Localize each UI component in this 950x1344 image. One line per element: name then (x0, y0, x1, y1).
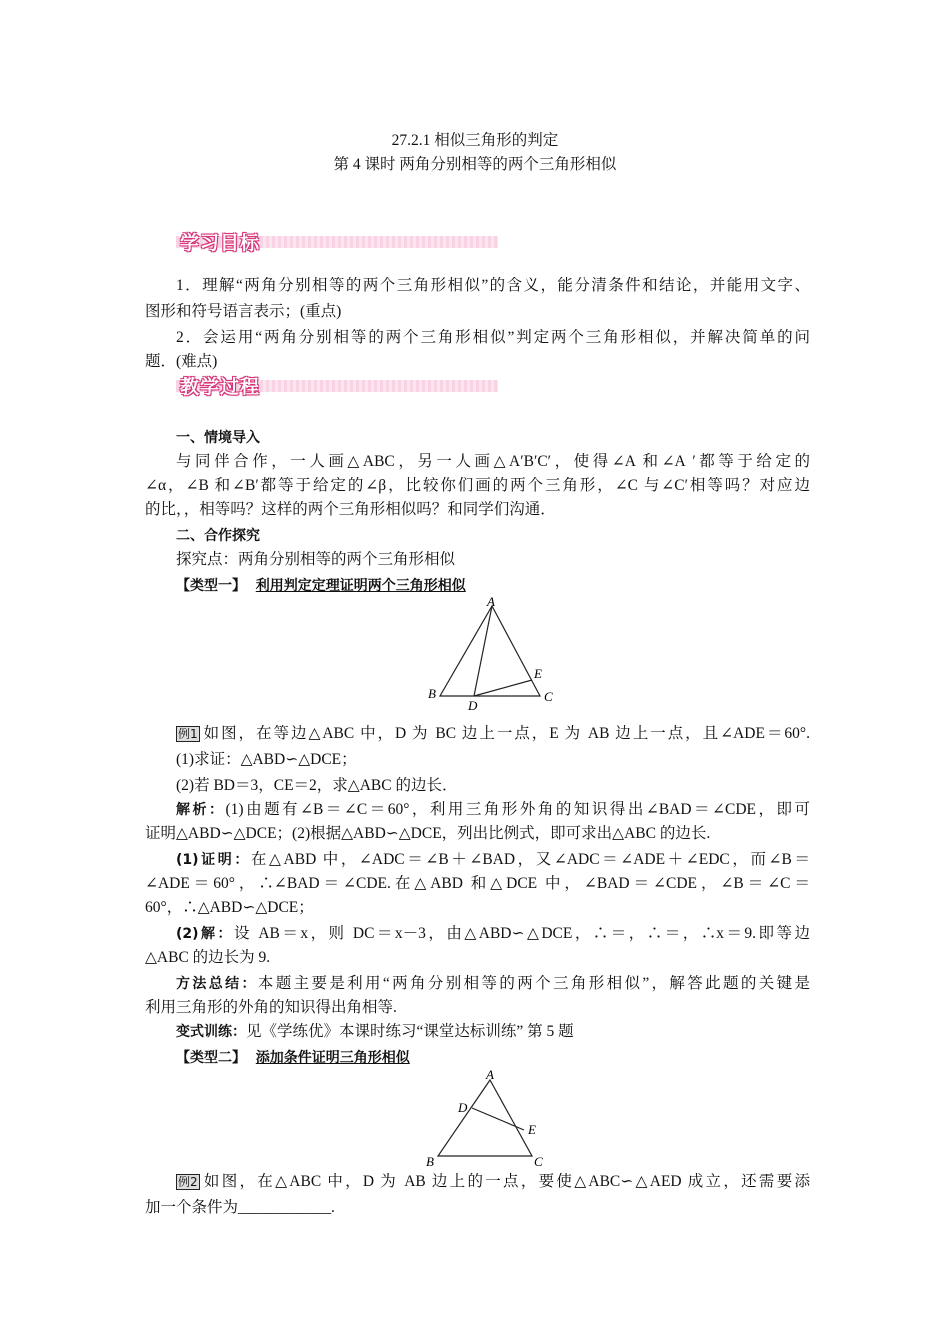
type-1-tag: 【类型一】 (176, 578, 246, 594)
variant-training: 变式训练：见《学练优》本课时练习“课堂达标训练” 第 5 题 (176, 1023, 574, 1040)
example-1-stem: 例1 如图，在等边△ABC 中，D 为 BC 边上一点，E 为 AB 边上一点，且∠ADE＝60°. (178, 725, 810, 742)
example-1-q1: (1)求证：△ABD∽△DCE； (176, 751, 357, 768)
example-1-q2: (2)若 BD＝3，CE＝2，求△ABC 的边长． (176, 777, 458, 794)
intro-line-1: 与同伴合作，一人画△ABC，另一人画△A′B′C′，使得∠A 和∠A ′都等于给定的 (176, 453, 810, 470)
lesson-title: 27.2.1 相似三角形的判定 (391, 132, 559, 149)
method-label: 方法总结： (176, 976, 258, 992)
type-1-title: 利用判定定理证明两个三角形相似 (255, 578, 466, 594)
fig1-label-e: E (534, 666, 542, 681)
goal-2-line-1: 2．会运用“两角分别相等的两个三角形相似”判定两个三角形相似，并解决简单的问 (176, 329, 810, 346)
example-1-analysis-2: 证明△ABD∽△DCE；(2)根据△ABD∽△DCE，列出比例式，即可求出△ABC 的边长. (145, 825, 711, 842)
fig2-label-b: B (426, 1154, 434, 1169)
method-summary-2: 利用三角形的外角的知识得出角相等. (145, 999, 397, 1016)
explore-point: 探究点：两角分别相等的两个三角形相似 (176, 551, 456, 568)
fig1-label-c: C (544, 689, 553, 704)
banner-process (176, 374, 498, 396)
lesson-subtitle: 第 4 课时 两角分别相等的两个三角形相似 (333, 156, 617, 173)
goal-1-line-2: 图形和符号语言表示；(重点) (145, 303, 342, 320)
fig1-label-d: D (468, 698, 478, 713)
analysis-label: 解析： (176, 802, 226, 818)
figure-1-triangle (422, 594, 562, 714)
intro-line-2: ∠α，∠B 和∠B′都等于给定的∠β，比较你们画的两个三角形，∠C 与∠C′相等吗？对应边 (145, 477, 810, 494)
example-2-badge: 例2 (178, 1175, 198, 1189)
fig2-label-e: E (528, 1122, 536, 1137)
fig1-label-b: B (428, 686, 436, 701)
solution-label: (2)解： (176, 926, 234, 942)
section-1-heading: 一、情境导入 (176, 430, 260, 446)
banner-label: 学习目标 (180, 232, 261, 254)
section-2-heading: 二、合作探究 (176, 528, 260, 544)
example-1-proof-2: ∠ADE＝60°，∴∠BAD＝∠CDE.在△ABD 和△DCE 中，∠BAD＝∠CDE，∠B＝∠C＝ (145, 875, 810, 892)
example-2-stem-2: 加一个条件为____________. (145, 1199, 335, 1216)
example-1-solution-2: △ABC 的边长为 9. (145, 949, 271, 966)
banner-goals (176, 230, 498, 252)
example-1-proof-3: 60°，∴△ABD∽△DCE； (145, 899, 314, 916)
banner-label: 教学过程 (180, 376, 261, 398)
variant-label: 变式训练： (176, 1024, 246, 1040)
fig1-label-a: A (487, 594, 495, 609)
intro-line-3: 的比，，相等吗？这样的两个三角形相似吗？和同学们沟通． (145, 501, 556, 518)
example-1-badge: 例1 (178, 727, 198, 741)
type-2-title: 添加条件证明三角形相似 (255, 1050, 410, 1066)
example-1-proof-1: (1)证明：在△ABD 中，∠ADC＝∠B＋∠BAD，又∠ADC＝∠ADE＋∠EDC，而∠B＝ (176, 851, 810, 868)
example-2-stem: 例2 如图，在△ABC 中，D 为 AB 边上的一点，要使△ABC∽△AED 成立，还需要添 (178, 1173, 810, 1190)
fig2-label-d: D (458, 1100, 468, 1115)
fig2-label-c: C (534, 1154, 543, 1169)
goal-2-line-2: 题．(难点) (145, 353, 218, 370)
figure-2-triangle (422, 1064, 562, 1174)
example-1-solution-1: (2)解：设 AB＝x，则 DC＝x－3，由△ABD∽△DCE，∴＝，∴＝，∴x＝9.即等边 (176, 925, 810, 942)
type-1-heading (176, 576, 810, 596)
method-summary-1: 方法总结：本题主要是利用“两角分别相等的两个三角形相似”，解答此题的关键是 (176, 975, 811, 992)
type-2-tag: 【类型二】 (176, 1050, 246, 1066)
proof-label: (1)证明： (176, 852, 251, 868)
example-1-analysis-1: 解析：(1)由题有∠B＝∠C＝60°，利用三角形外角的知识得出∠BAD＝∠CDE，即可 (176, 801, 811, 818)
goal-1-line-1: 1．理解“两角分别相等的两个三角形相似”的含义，能分清条件和结论，并能用文字、 (176, 277, 810, 294)
fig2-label-a: A (486, 1067, 494, 1082)
